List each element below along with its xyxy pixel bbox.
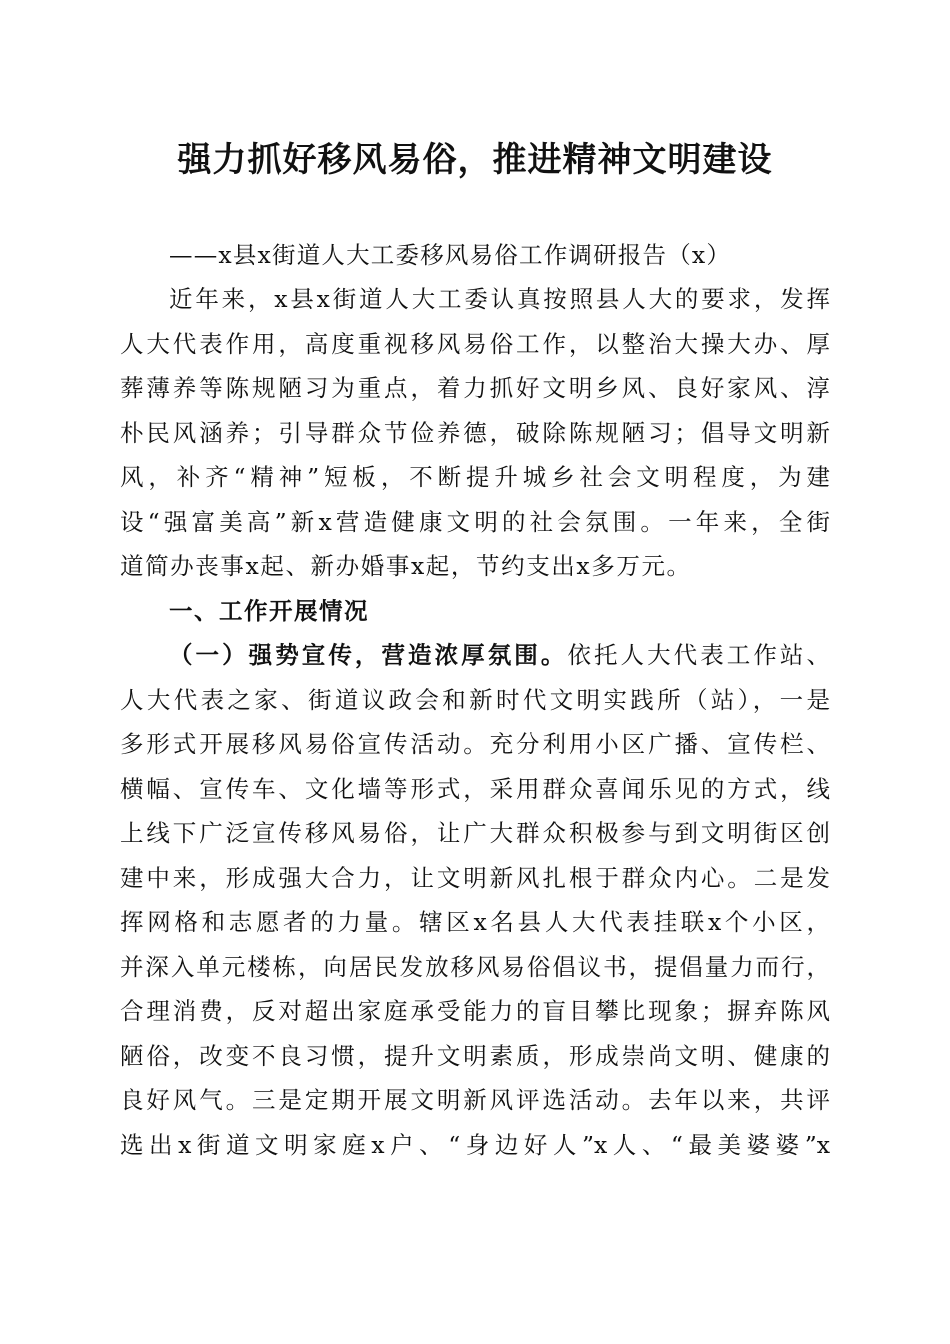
paragraph-line: 人大代表作用，高度重视移风易俗工作，以整治大操大办、厚	[120, 330, 830, 358]
paragraph-line	[169, 640, 830, 670]
paragraph-line: 良好风气。三是定期开展文明新风评选活动。去年以来，共评	[120, 1086, 830, 1114]
paragraph-line: 风，补齐“精神”短板，不断提升城乡社会文明程度，为建	[120, 463, 830, 491]
paragraph-line: 合理消费，反对超出家庭承受能力的盲目攀比现象；摒弃陈风	[120, 997, 830, 1025]
paragraph-line: 多形式开展移风易俗宣传活动。充分利用小区广播、宣传栏、	[120, 730, 830, 758]
paragraph-line: 陋俗，改变不良习惯，提升文明素质，形成崇尚文明、健康的	[120, 1042, 830, 1070]
document-subtitle: ——x县x街道人大工委移风易俗工作调研报告（x）	[169, 241, 732, 269]
paragraph-line: 近年来，x县x街道人大工委认真按照县人大的要求，发挥	[169, 285, 830, 313]
document-title: 强力抓好移风易俗，推进精神文明建设	[177, 140, 773, 180]
paragraph-line: 建中来，形成强大合力，让文明新风扎根于群众内心。二是发	[120, 864, 830, 892]
paragraph-line: 朴民风涵养；引导群众节俭养德，破除陈规陋习；倡导文明新	[120, 419, 830, 447]
paragraph-line: 挥网格和志愿者的力量。辖区x名县人大代表挂联x个小区，	[120, 908, 830, 936]
subsection-lead-text: 依托人大代表工作站、	[567, 641, 830, 669]
paragraph-line: 道简办丧事x起、新办婚事x起，节约支出x多万元。	[120, 552, 692, 580]
paragraph-line: 人大代表之家、街道议政会和新时代文明实践所（站），一是	[120, 686, 830, 714]
section-heading: 一、工作开展情况	[169, 597, 369, 625]
paragraph-line: 葬薄养等陈规陋习为重点，着力抓好文明乡风、良好家风、淳	[120, 374, 830, 402]
paragraph-line: 设“强富美高”新x营造健康文明的社会氛围。一年来，全街	[120, 508, 830, 536]
paragraph-line: 并深入单元楼栋，向居民发放移风易俗倡议书，提倡量力而行，	[120, 953, 830, 981]
subsection-heading: （一）强势宣传，营造浓厚氛围。	[169, 641, 568, 669]
paragraph-line: 上线下广泛宣传移风易俗，让广大群众积极参与到文明街区创	[120, 819, 830, 847]
paragraph-line: 选出x街道文明家庭x户、“身边好人”x人、“最美婆婆”x	[120, 1131, 830, 1159]
paragraph-line: 横幅、宣传车、文化墙等形式，采用群众喜闻乐见的方式，线	[120, 775, 830, 803]
